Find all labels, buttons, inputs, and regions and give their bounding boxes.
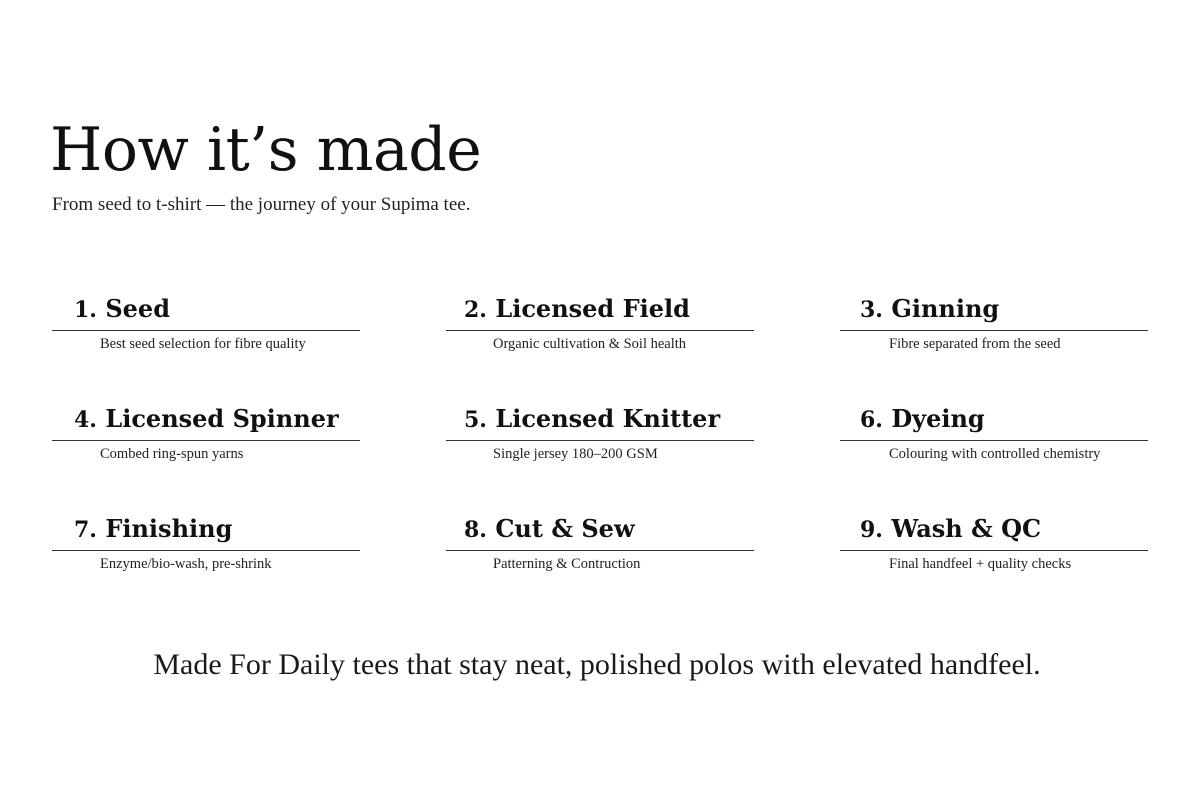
step-title: Licensed Spinner [105, 404, 339, 433]
step-description: Colouring with controlled chemistry [889, 446, 1101, 462]
step-title: Ginning [891, 294, 1000, 323]
process-step [52, 514, 360, 573]
step-title: Licensed Field [495, 294, 690, 323]
step-number: 3. [860, 297, 883, 323]
step-heading [840, 294, 1148, 331]
step-title: Seed [105, 294, 170, 323]
step-heading [52, 514, 360, 551]
step-description: Enzyme/bio-wash, pre-shrink [100, 556, 272, 572]
step-description: Combed ring-spun yarns [100, 446, 244, 462]
step-heading [840, 514, 1148, 551]
step-heading [446, 404, 754, 441]
step-description: Final handfeel + quality checks [889, 556, 1072, 572]
step-description: Patterning & Contruction [493, 556, 641, 572]
step-number: 2. [464, 297, 487, 323]
process-step [52, 404, 360, 463]
step-title: Licensed Knitter [495, 404, 721, 433]
step-number: 4. [74, 407, 97, 433]
process-step [446, 294, 754, 353]
step-heading [446, 514, 754, 551]
step-number: 9. [860, 517, 883, 543]
step-description: Best seed selection for fibre quality [100, 336, 306, 352]
step-title: Dyeing [891, 404, 985, 433]
process-step [52, 294, 360, 353]
step-description: Organic cultivation & Soil health [493, 336, 687, 352]
step-title: Wash & QC [891, 514, 1042, 543]
step-title: Finishing [105, 514, 233, 543]
step-number: 5. [464, 407, 487, 433]
step-description: Fibre separated from the seed [889, 336, 1061, 352]
step-number: 7. [74, 517, 97, 543]
page-title: How it’s made [50, 115, 482, 185]
step-heading [840, 404, 1148, 441]
step-heading [446, 294, 754, 331]
step-description: Single jersey 180–200 GSM [493, 446, 658, 462]
footer-tagline: Made For Daily tees that stay neat, polished polos with elevated handfeel. [153, 648, 1041, 681]
process-step [840, 404, 1148, 463]
process-step [446, 514, 754, 573]
page-subtitle: From seed to t-shirt — the journey of your Supima tee. [52, 194, 471, 215]
step-heading [52, 404, 360, 441]
step-number: 1. [74, 297, 97, 323]
step-title: Cut & Sew [495, 514, 635, 543]
process-step [446, 404, 754, 463]
step-number: 8. [464, 517, 487, 543]
process-step [840, 294, 1148, 353]
step-heading [52, 294, 360, 331]
process-step [840, 514, 1148, 573]
step-number: 6. [860, 407, 883, 433]
